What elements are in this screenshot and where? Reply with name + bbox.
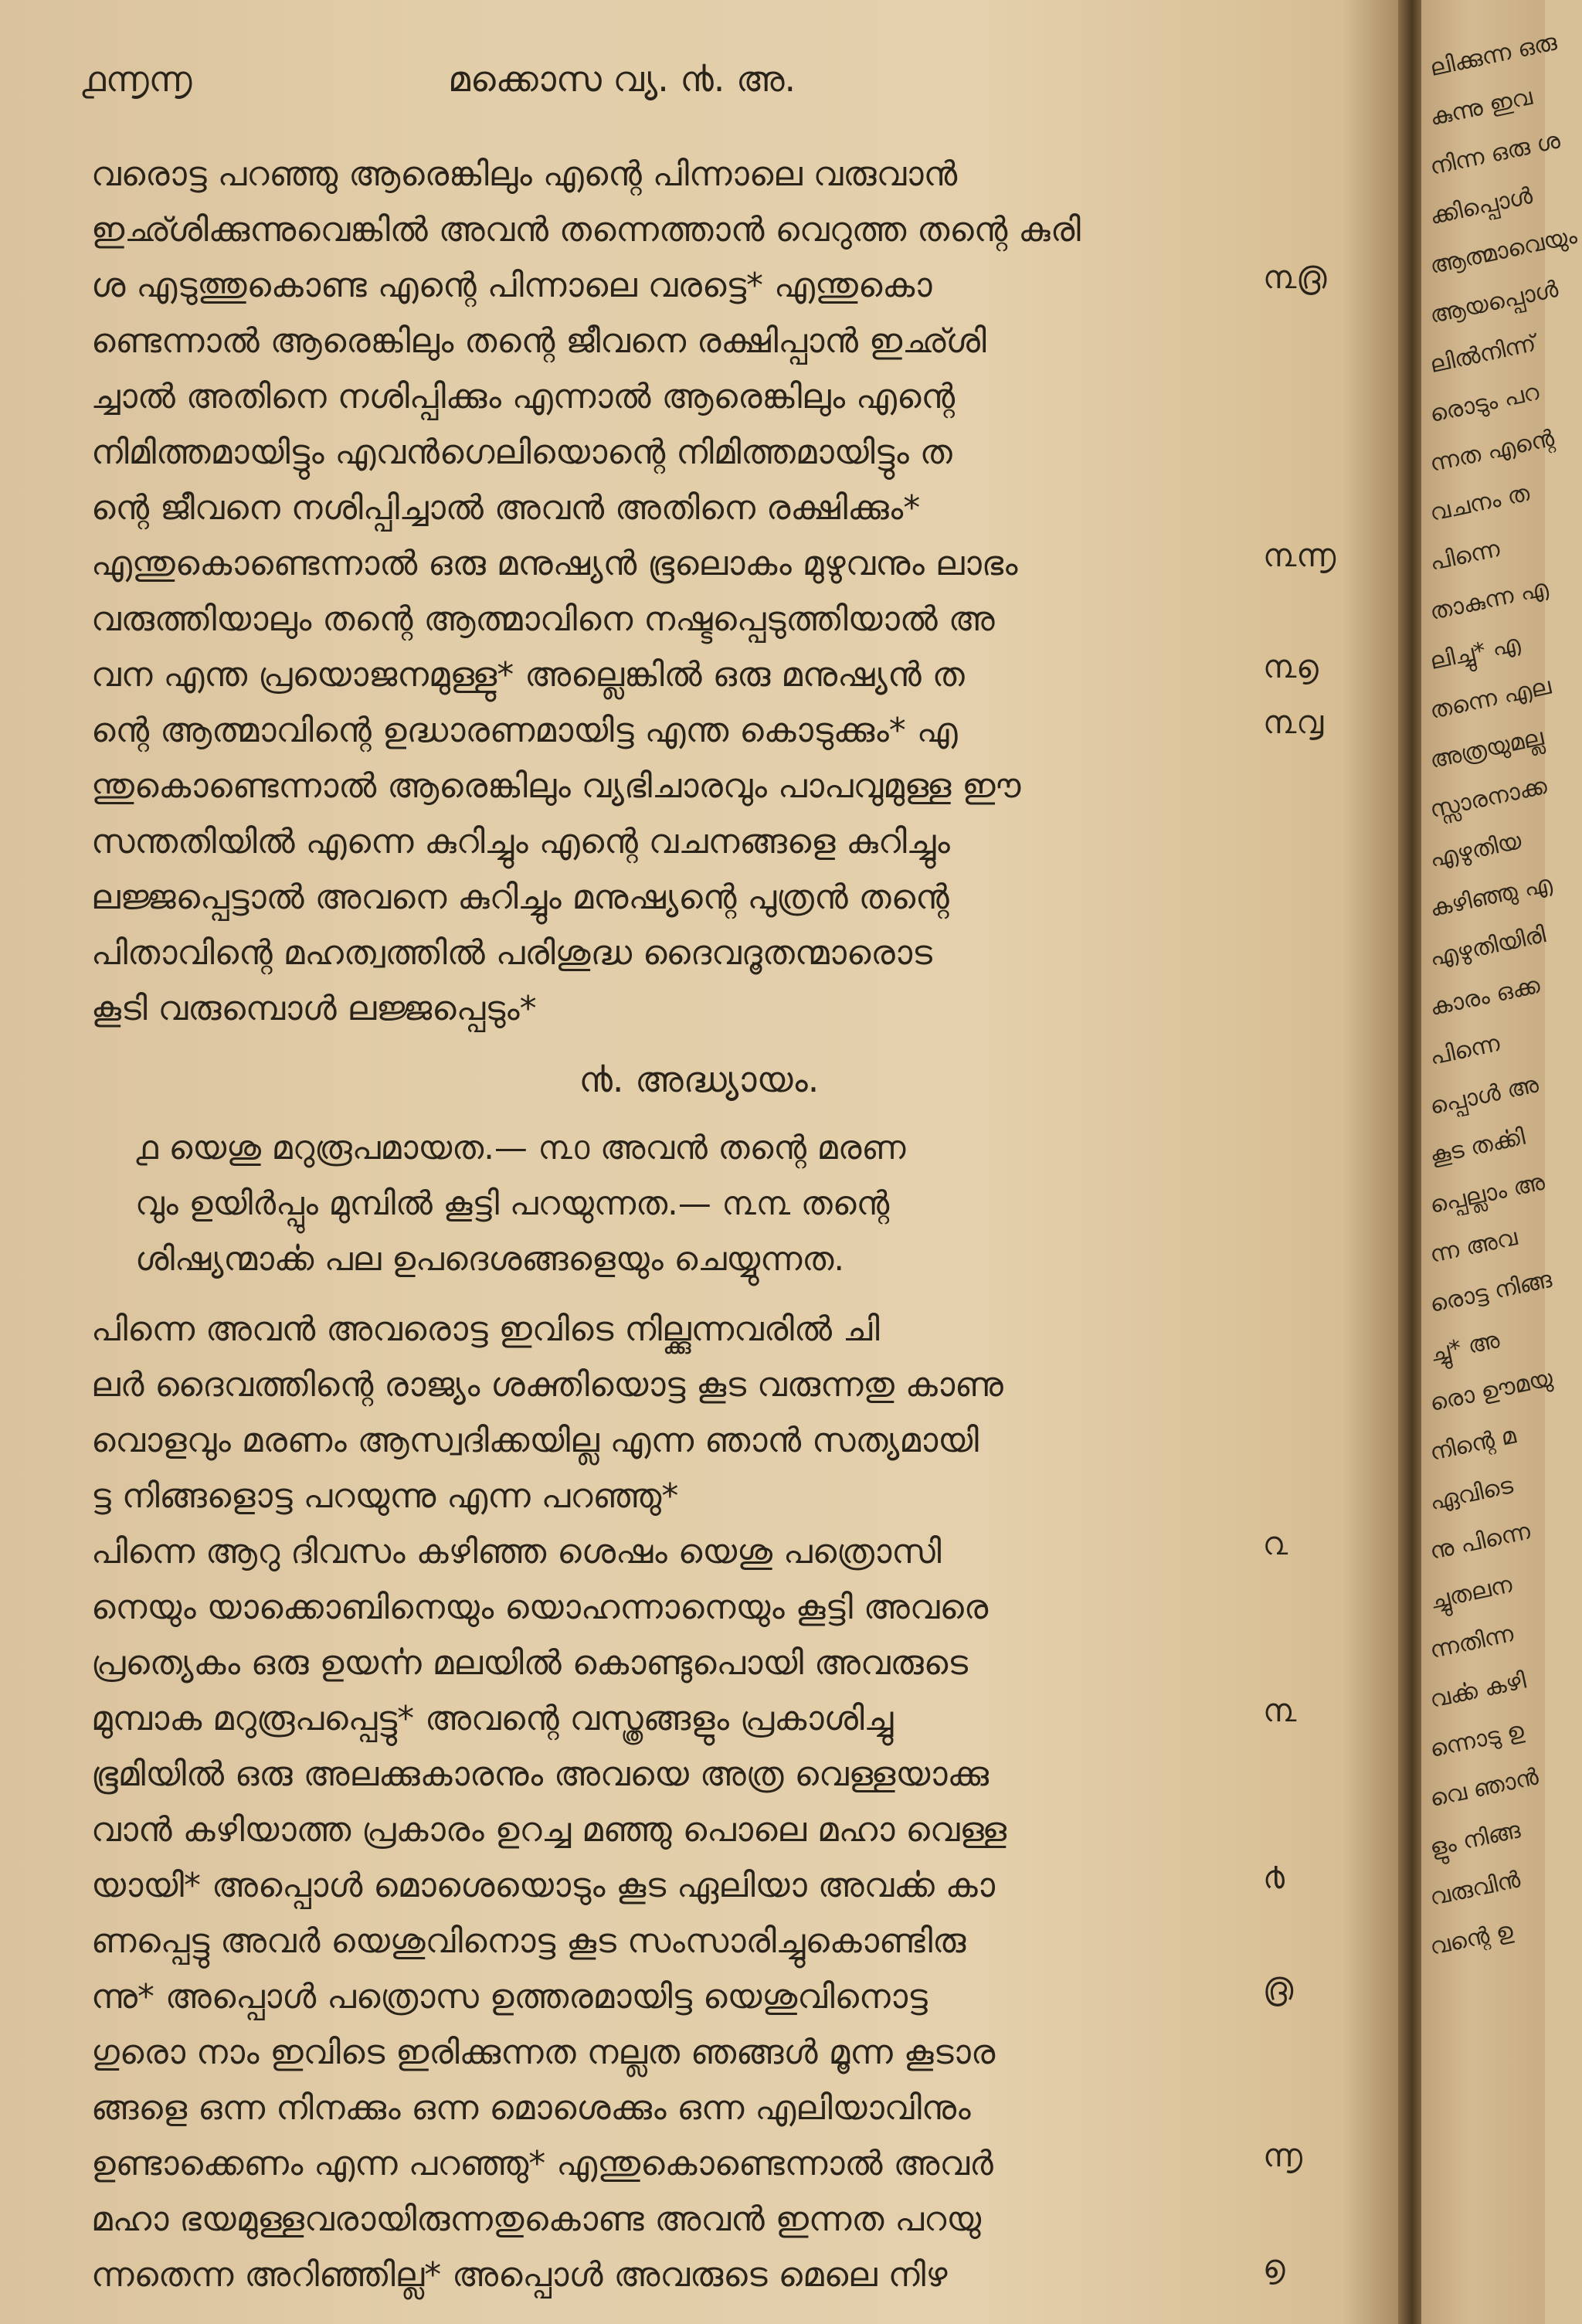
verse-number: ൩൫ — [1263, 258, 1327, 296]
text-line: എന്തുകൊണ്ടെന്നാൽ ഒരു മനുഷ്യൻ ഭൂലൊകം മുഴുവനും ലാഭം — [91, 544, 1018, 583]
verse-number: ൩൭ — [1263, 647, 1319, 685]
verse-number: ൩൬ — [1263, 536, 1336, 574]
text-line: ണപ്പെട്ടു അവർ യെശുവിനൊട്ട കൂട സംസാരിച്ചുകൊണ്ടിരു — [91, 1921, 966, 1961]
verse-number: ൩൮ — [1263, 703, 1324, 741]
text-line: രൊ ഊമയു — [1427, 1364, 1556, 1418]
text-line: ന്നതിന്ന — [1427, 1620, 1516, 1665]
page-number: ൧൬൬ — [81, 58, 192, 100]
text-line: ആയപ്പൊൾ — [1427, 275, 1561, 330]
verse-number: ൪ — [1263, 1858, 1285, 1896]
text-line: ച്ചാൽ അതിനെ നശിപ്പിക്കും എന്നാൽ ആരെങ്കിലും എന്റെ — [91, 377, 956, 416]
text-line: ച്ചു* അ — [1427, 1326, 1502, 1368]
text-line: പ്പൊൾ അ — [1427, 1071, 1541, 1121]
text-line: നിന്റെ മ — [1427, 1422, 1519, 1467]
text-line: ന്നതെന്ന അറിഞ്ഞില്ല* അപ്പൊൾ അവരുടെ മെലെ നിഴ — [91, 2255, 948, 2295]
text-line: വാൻ കഴിയാത്ത പ്രകാരം ഉറച്ച മഞ്ഞു പൊലെ മഹാ വെള്ള — [91, 1810, 1007, 1850]
text-line: കുന്നു ഇവ — [1427, 83, 1535, 132]
text-line: രൊട്ട നിങ്ങ — [1427, 1266, 1554, 1319]
text-line: നെയും യാക്കൊബിനെയും യൊഹന്നാനെയും കൂട്ടി അവരെ — [91, 1588, 989, 1627]
text-line: വൎക്ക കഴി — [1427, 1667, 1529, 1714]
text-line: ലർ ദൈവത്തിന്റെ രാജ്യം ശക്തിയൊട്ട കൂട വരുന്നതു കാണു — [91, 1365, 1003, 1405]
text-line: ന്റെ ജീവനെ നശിപ്പിച്ചാൽ അവൻ അതിനെ രക്ഷിക്കും* — [91, 488, 921, 528]
text-line: പ്രത്യെകം ഒരു ഉയൎന്ന മലയിൽ കൊണ്ടുപൊയി അവരുടെ — [91, 1643, 969, 1683]
text-line: ന്റെ ആത്മാവിന്റെ ഉദ്ധാരണമായിട്ട എന്ത കൊടുക്കും* എ — [91, 711, 958, 750]
text-line: ന്ന അവ — [1427, 1224, 1520, 1269]
text-line: ണ്ടെന്നാൽ ആരെങ്കിലും തന്റെ ജീവനെ രക്ഷിപ്പാൻ ഇഛ്ശി — [91, 321, 986, 361]
text-line: യായി* അപ്പൊൾ മൊശെയൊടും കൂട ഏലിയാ അവൎക്ക കാ — [91, 1866, 995, 1905]
text-line: അത്രയുമല്ല — [1427, 723, 1546, 775]
text-line: ശ എടുത്തുകൊണ്ട എന്റെ പിന്നാലെ വരട്ടെ* എന്തുകൊ — [91, 266, 932, 305]
text-line: വന എന്ത പ്രയൊജനമുള്ളു* അല്ലെങ്കിൽ ഒരു മനുഷ്യൻ ത — [91, 655, 965, 695]
text-line: ൧ യെശു മറുരൂപമായത.— ൩൦ അവൻ തന്റെ മരണ — [135, 1129, 906, 1167]
text-line: നു പിന്നെ — [1427, 1517, 1533, 1566]
text-line: ച്ചുതലന — [1427, 1571, 1515, 1616]
text-line: ഗുരൊ നാം ഇവിടെ ഇരിക്കുന്നത നല്ലത ഞങ്ങൾ മൂന്ന കൂടാര — [91, 2033, 996, 2072]
text-line: മഹാ ഭയമുള്ളവരായിരുന്നതുകൊണ്ട അവൻ ഇന്നത പറയു — [91, 2200, 982, 2239]
chapter-summary — [135, 1120, 905, 1287]
text-line: ഉണ്ടാക്കെണം എന്ന പറഞ്ഞു* എന്തുകൊണ്ടെന്നാൽ അവർ — [91, 2144, 993, 2183]
text-line: മുമ്പാക മറുരൂപപ്പെട്ടു* അവന്റെ വസ്ത്രങ്ങളും പ്രകാശിച്ചു — [91, 1699, 894, 1738]
text-line: കാരം ഒക്ക — [1427, 971, 1543, 1022]
next-page-edge — [1421, 0, 1580, 2324]
text-line: ന്നത എന്റെ — [1427, 424, 1557, 478]
running-title: മക്കൊസ വ്യ. ൯. അ. — [448, 58, 796, 100]
verse-number: ൭ — [1263, 2248, 1285, 2285]
text-line: വന്റെ ഉ — [1427, 1917, 1516, 1962]
text-line: വെ ഞാൻ — [1427, 1763, 1541, 1813]
text-line: ലജ്ജപ്പെട്ടാൽ അവനെ കുറിച്ചും മനുഷ്യന്റെ പുത്രൻ തന്റെ — [91, 878, 949, 917]
text-line: പ്പെല്ലാം അ — [1427, 1168, 1547, 1220]
text-line: വൊളവും മരണം ആസ്വദിക്കയില്ല എന്ന ഞാൻ സത്യമായി — [91, 1421, 979, 1460]
chapter-title: ൯. അദ്ധ്യായം. — [579, 1058, 820, 1100]
text-line: കൂടി വരുമ്പൊൾ ലജ്ജപ്പെടും* — [91, 989, 537, 1028]
text-line: കഴിഞ്ഞു എ — [1427, 870, 1555, 923]
text-line: ഇഛ്ശിക്കുന്നുവെങ്കിൽ അവൻ തന്നെത്താൻ വെറുത്ത തന്റെ കുരി — [91, 210, 1081, 250]
text-line: പിന്നെ അവൻ അവരൊട്ട ഇവിടെ നില്ക്കുന്നവരിൽ ചി — [91, 1310, 880, 1349]
text-line: എഴുതിയ — [1427, 827, 1524, 874]
text-line: എഴുതിയിരി — [1427, 921, 1548, 973]
text-line: വരൊട്ട പറഞ്ഞു ആരെങ്കിലും എന്റെ പിന്നാലെ വരുവാൻ — [91, 155, 958, 194]
text-line: ങ്ങളെ ഒന്ന നിനക്കും ഒന്ന മൊശെക്കും ഒന്ന എലിയാവിനും — [91, 2088, 971, 2128]
text-line: ഭൂമിയിൽ ഒരു അലക്കുകാരനും അവയെ അത്ര വെള്ളയാക്കു — [91, 1755, 990, 1794]
verse-number: ൨ — [1263, 1524, 1288, 1562]
text-line: നിന്ന ഒരു ശ — [1427, 127, 1563, 182]
text-line: ഏവിടെ — [1427, 1472, 1516, 1517]
text-line: കൂട തൎക്കി — [1427, 1123, 1528, 1170]
text-line: ക്കിപ്പൊൾ — [1427, 182, 1536, 231]
text-line: വരുവിൻ — [1427, 1866, 1523, 1912]
verse-number: ൫ — [1263, 1969, 1294, 2007]
text-line: പിതാവിന്റെ മഹത്വത്തിൽ പരിശുദ്ധ ദൈവദൂതന്മാരൊട — [91, 933, 932, 973]
body-text-top — [91, 147, 1250, 1037]
text-line: രൊടും പറ — [1427, 379, 1542, 429]
text-line: ലിൽനിന്ന് — [1427, 329, 1539, 379]
body-text-bottom — [91, 1302, 1250, 2303]
text-line: പിന്നെ ആറു ദിവസം കഴിഞ്ഞ ശെഷം യെശു പത്രൊസി — [91, 1532, 942, 1571]
text-line: വചനം ത — [1427, 479, 1533, 528]
text-line: ന്തുകൊണ്ടെന്നാൽ ആരെങ്കിലും വ്യഭിചാരവും പാപവുമുള്ള ഈ — [91, 766, 1021, 806]
text-line: പിന്നെ — [1427, 1029, 1502, 1072]
text-line: സന്തതിയിൽ എന്നെ കുറിച്ചും എന്റെ വചനങ്ങളെ കുറിച്ചും — [91, 822, 950, 861]
text-line: ന്നൊടു ഉ — [1427, 1717, 1526, 1764]
text-line: സ്സാരനാക്ക — [1427, 772, 1550, 824]
text-line: ലിച്ചു* എ — [1427, 630, 1523, 676]
verse-number: ൬ — [1263, 2136, 1302, 2174]
text-line: ആത്മാവെയും — [1427, 222, 1580, 280]
text-line: താകുന്ന എ — [1427, 574, 1551, 627]
text-line: ളും നിങ്ങ — [1427, 1816, 1523, 1863]
text-line: ന്നു* അപ്പൊൾ പത്രൊസ ഉത്തരമായിട്ട യെശുവിനൊട്ട — [91, 1977, 928, 2017]
verse-number: ൩ — [1263, 1691, 1297, 1729]
text-line: വും ഉയിർപ്പും മുമ്പിൽ കൂട്ടി പറയുന്നത.— ൩൩ തന്റെ — [135, 1184, 890, 1223]
text-line: ലിക്കുന്ന ഒരു — [1427, 29, 1560, 83]
text-line: ട്ട നിങ്ങളൊട്ട പറയുന്നു എന്ന പറഞ്ഞു* — [91, 1476, 679, 1516]
text-line: ശിഷ്യന്മാൎക്ക പല ഉപദെശങ്ങളെയും ചെയ്യുന്നത. — [135, 1240, 845, 1279]
text-line: നിമിത്തമായിട്ടും എവൻഗെലിയൊന്റെ നിമിത്തമായിട്ടും ത — [91, 433, 952, 472]
text-line: വരുത്തിയാലും തന്റെ ആത്മാവിനെ നഷ്ടപ്പെടുത്തിയാൽ അ — [91, 600, 995, 639]
text-line: തന്നെ എല — [1427, 672, 1553, 725]
text-line: പിന്നെ — [1427, 535, 1502, 577]
